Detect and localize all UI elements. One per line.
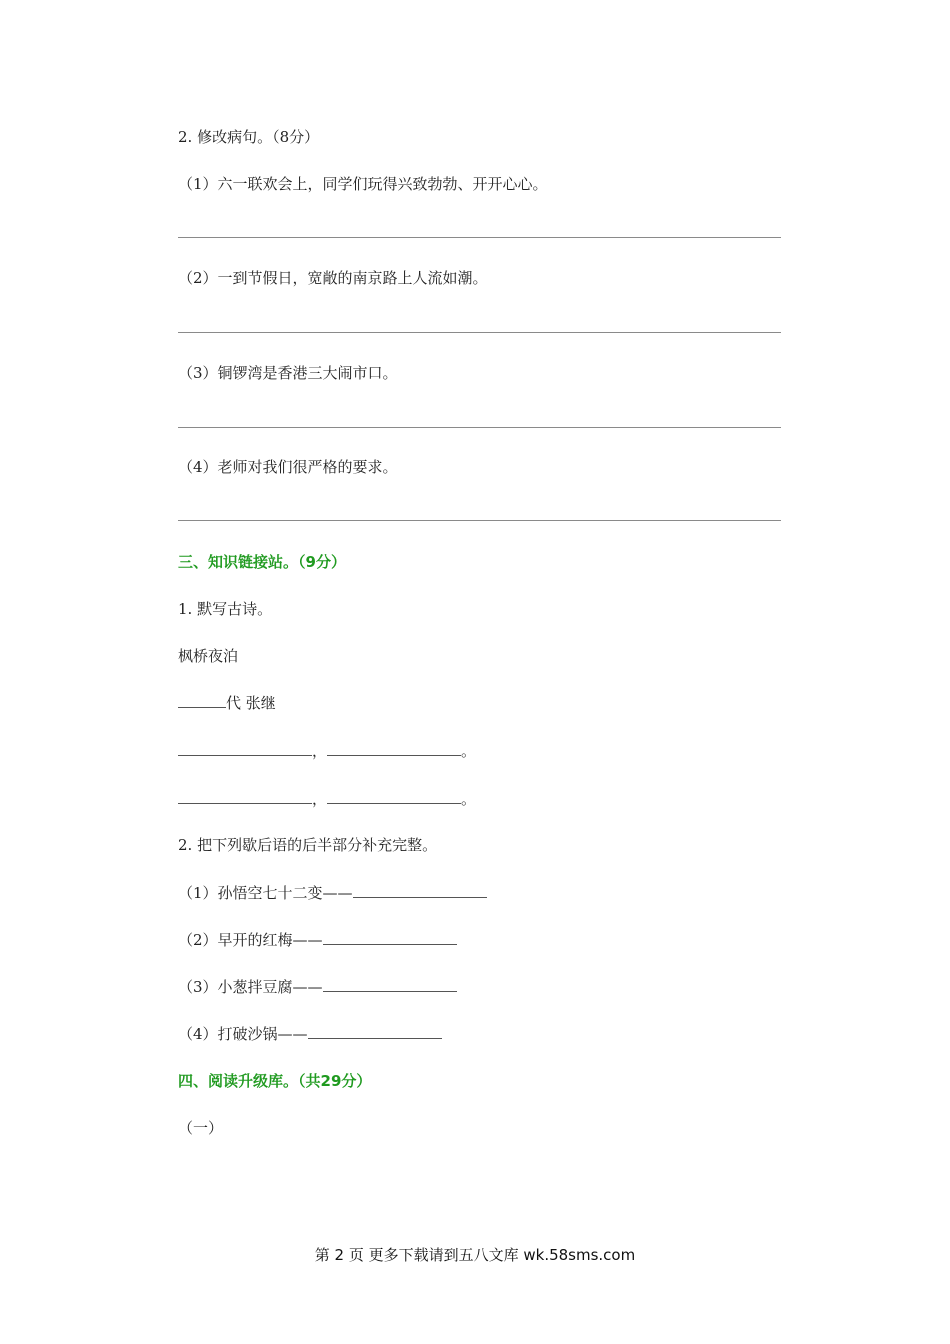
sentence-item-2: （2）一到节假日，宽敞的南京路上人流如潮。 bbox=[178, 269, 488, 287]
answer-line-3 bbox=[178, 427, 781, 428]
proverb-item-4 bbox=[178, 1024, 442, 1044]
proverb-blank-3[interactable] bbox=[323, 977, 457, 992]
author-text: 代 张继 bbox=[226, 694, 276, 712]
dynasty-blank[interactable] bbox=[178, 693, 226, 708]
poem-blank-4[interactable] bbox=[327, 789, 461, 804]
page-footer: 第 2 页 更多下载请到五八文库 wk.58sms.com bbox=[314, 1246, 636, 1264]
section-4-heading: 四、阅读升级库。（共29分） bbox=[178, 1072, 372, 1090]
comma: ， bbox=[312, 742, 328, 760]
proverb-item-1 bbox=[178, 883, 487, 903]
proverb-text: （2）早开的红梅—— bbox=[178, 931, 323, 949]
poem-blank-1[interactable] bbox=[178, 741, 312, 756]
poem-blank-2[interactable] bbox=[327, 741, 461, 756]
comma: ， bbox=[312, 790, 328, 808]
proverb-item-2 bbox=[178, 930, 457, 950]
period: 。 bbox=[461, 742, 477, 760]
poem-blank-3[interactable] bbox=[178, 789, 312, 804]
proverb-item-3 bbox=[178, 977, 457, 997]
proverb-text: （1）孙悟空七十二变—— bbox=[178, 884, 353, 902]
question-2-title: 2. 修改病句。（8分） bbox=[178, 128, 320, 146]
poem-question: 1. 默写古诗。 bbox=[178, 600, 273, 618]
proverb-blank-2[interactable] bbox=[323, 930, 457, 945]
poem-title: 枫桥夜泊 bbox=[178, 647, 239, 665]
proverb-text: （3）小葱拌豆腐—— bbox=[178, 978, 323, 996]
sentence-item-3: （3）铜锣湾是香港三大闹市口。 bbox=[178, 364, 398, 382]
section-3-heading: 三、知识链接站。（9分） bbox=[178, 553, 346, 571]
proverb-question: 2. 把下列歇后语的后半部分补充完整。 bbox=[178, 836, 438, 854]
poem-line-2 bbox=[178, 789, 476, 809]
proverb-blank-1[interactable] bbox=[353, 883, 487, 898]
period: 。 bbox=[461, 790, 477, 808]
answer-line-2 bbox=[178, 332, 781, 333]
answer-line-4 bbox=[178, 520, 781, 521]
sentence-item-4: （4）老师对我们很严格的要求。 bbox=[178, 458, 398, 476]
proverb-blank-4[interactable] bbox=[308, 1024, 442, 1039]
poem-author-line bbox=[178, 693, 276, 713]
sentence-item-1: （1）六一联欢会上，同学们玩得兴致勃勃、开开心心。 bbox=[178, 175, 548, 193]
poem-line-1 bbox=[178, 741, 476, 761]
reading-part-label: （一） bbox=[178, 1119, 224, 1137]
answer-line-1 bbox=[178, 237, 781, 238]
proverb-text: （4）打破沙锅—— bbox=[178, 1025, 308, 1043]
